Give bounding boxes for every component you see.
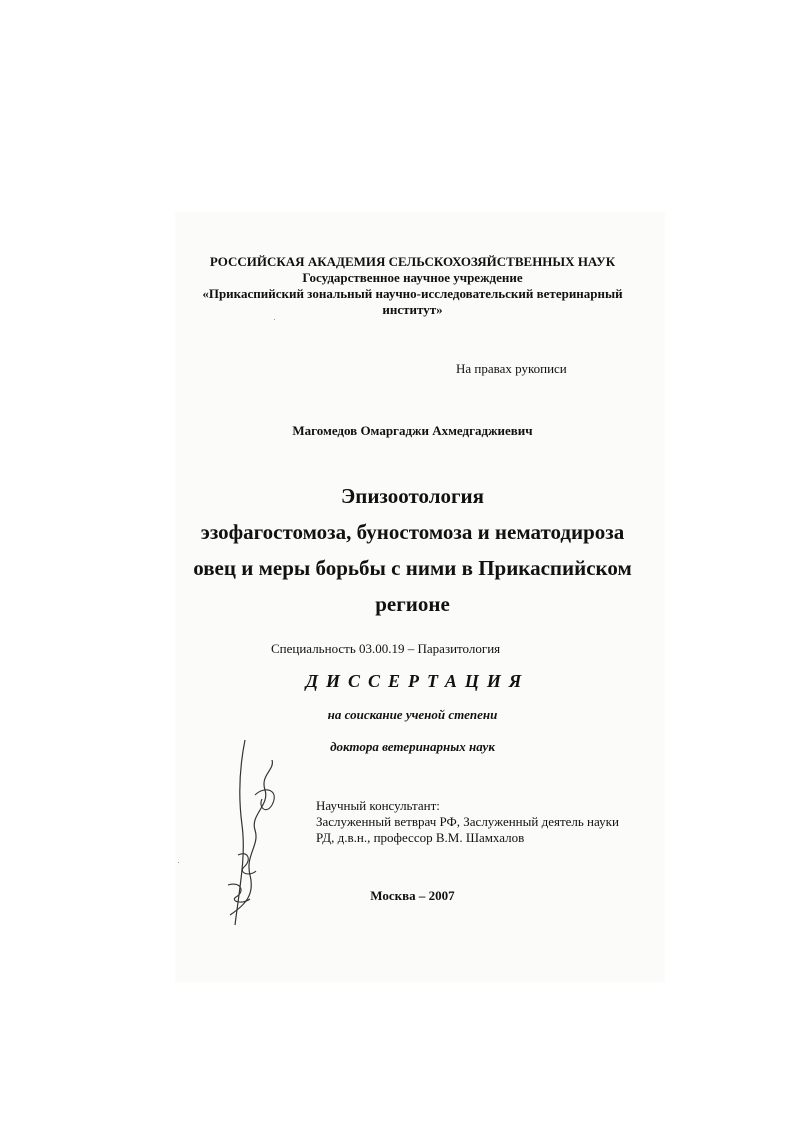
institution-type: Государственное научное учреждение bbox=[302, 270, 523, 285]
institute-name-line1: «Прикаспийский зональный научно-исследовательский ветеринарный bbox=[202, 286, 623, 301]
author-name: Магомедов Омаргаджи Ахмедгаджиевич bbox=[292, 423, 533, 438]
specialty: Специальность 03.00.19 – Паразитология bbox=[271, 641, 501, 656]
consultant-name: РД, д.в.н., профессор В.М. Шамхалов bbox=[316, 830, 525, 845]
scan-speck bbox=[274, 319, 275, 320]
title-line2: эзофагостомоза, буностомоза и нематодироза bbox=[200, 520, 625, 544]
scan-speck bbox=[178, 862, 179, 863]
consultant-label: Научный консультант: bbox=[316, 798, 440, 813]
rights-note: На правах рукописи bbox=[456, 361, 567, 376]
title-line1: Эпизоотология bbox=[340, 484, 485, 508]
place-year: Москва – 2007 bbox=[370, 888, 455, 903]
academy-name: РОССИЙСКАЯ АКАДЕМИЯ СЕЛЬСКОХОЗЯЙСТВЕННЫХ НАУК bbox=[209, 254, 616, 269]
degree-line1: на соискание ученой степени bbox=[327, 707, 498, 722]
signature-icon bbox=[200, 735, 300, 935]
degree-line2: доктора ветеринарных наук bbox=[330, 739, 495, 754]
title-line4: регионе bbox=[375, 592, 450, 616]
consultant-titles: Заслуженный ветврач РФ, Заслуженный деятель науки bbox=[316, 814, 619, 829]
document-type: ДИССЕРТАЦИЯ bbox=[305, 671, 530, 691]
title-line3: овец и меры борьбы с ними в Прикаспийском bbox=[193, 556, 632, 580]
institute-name-line2: институт» bbox=[382, 302, 443, 317]
